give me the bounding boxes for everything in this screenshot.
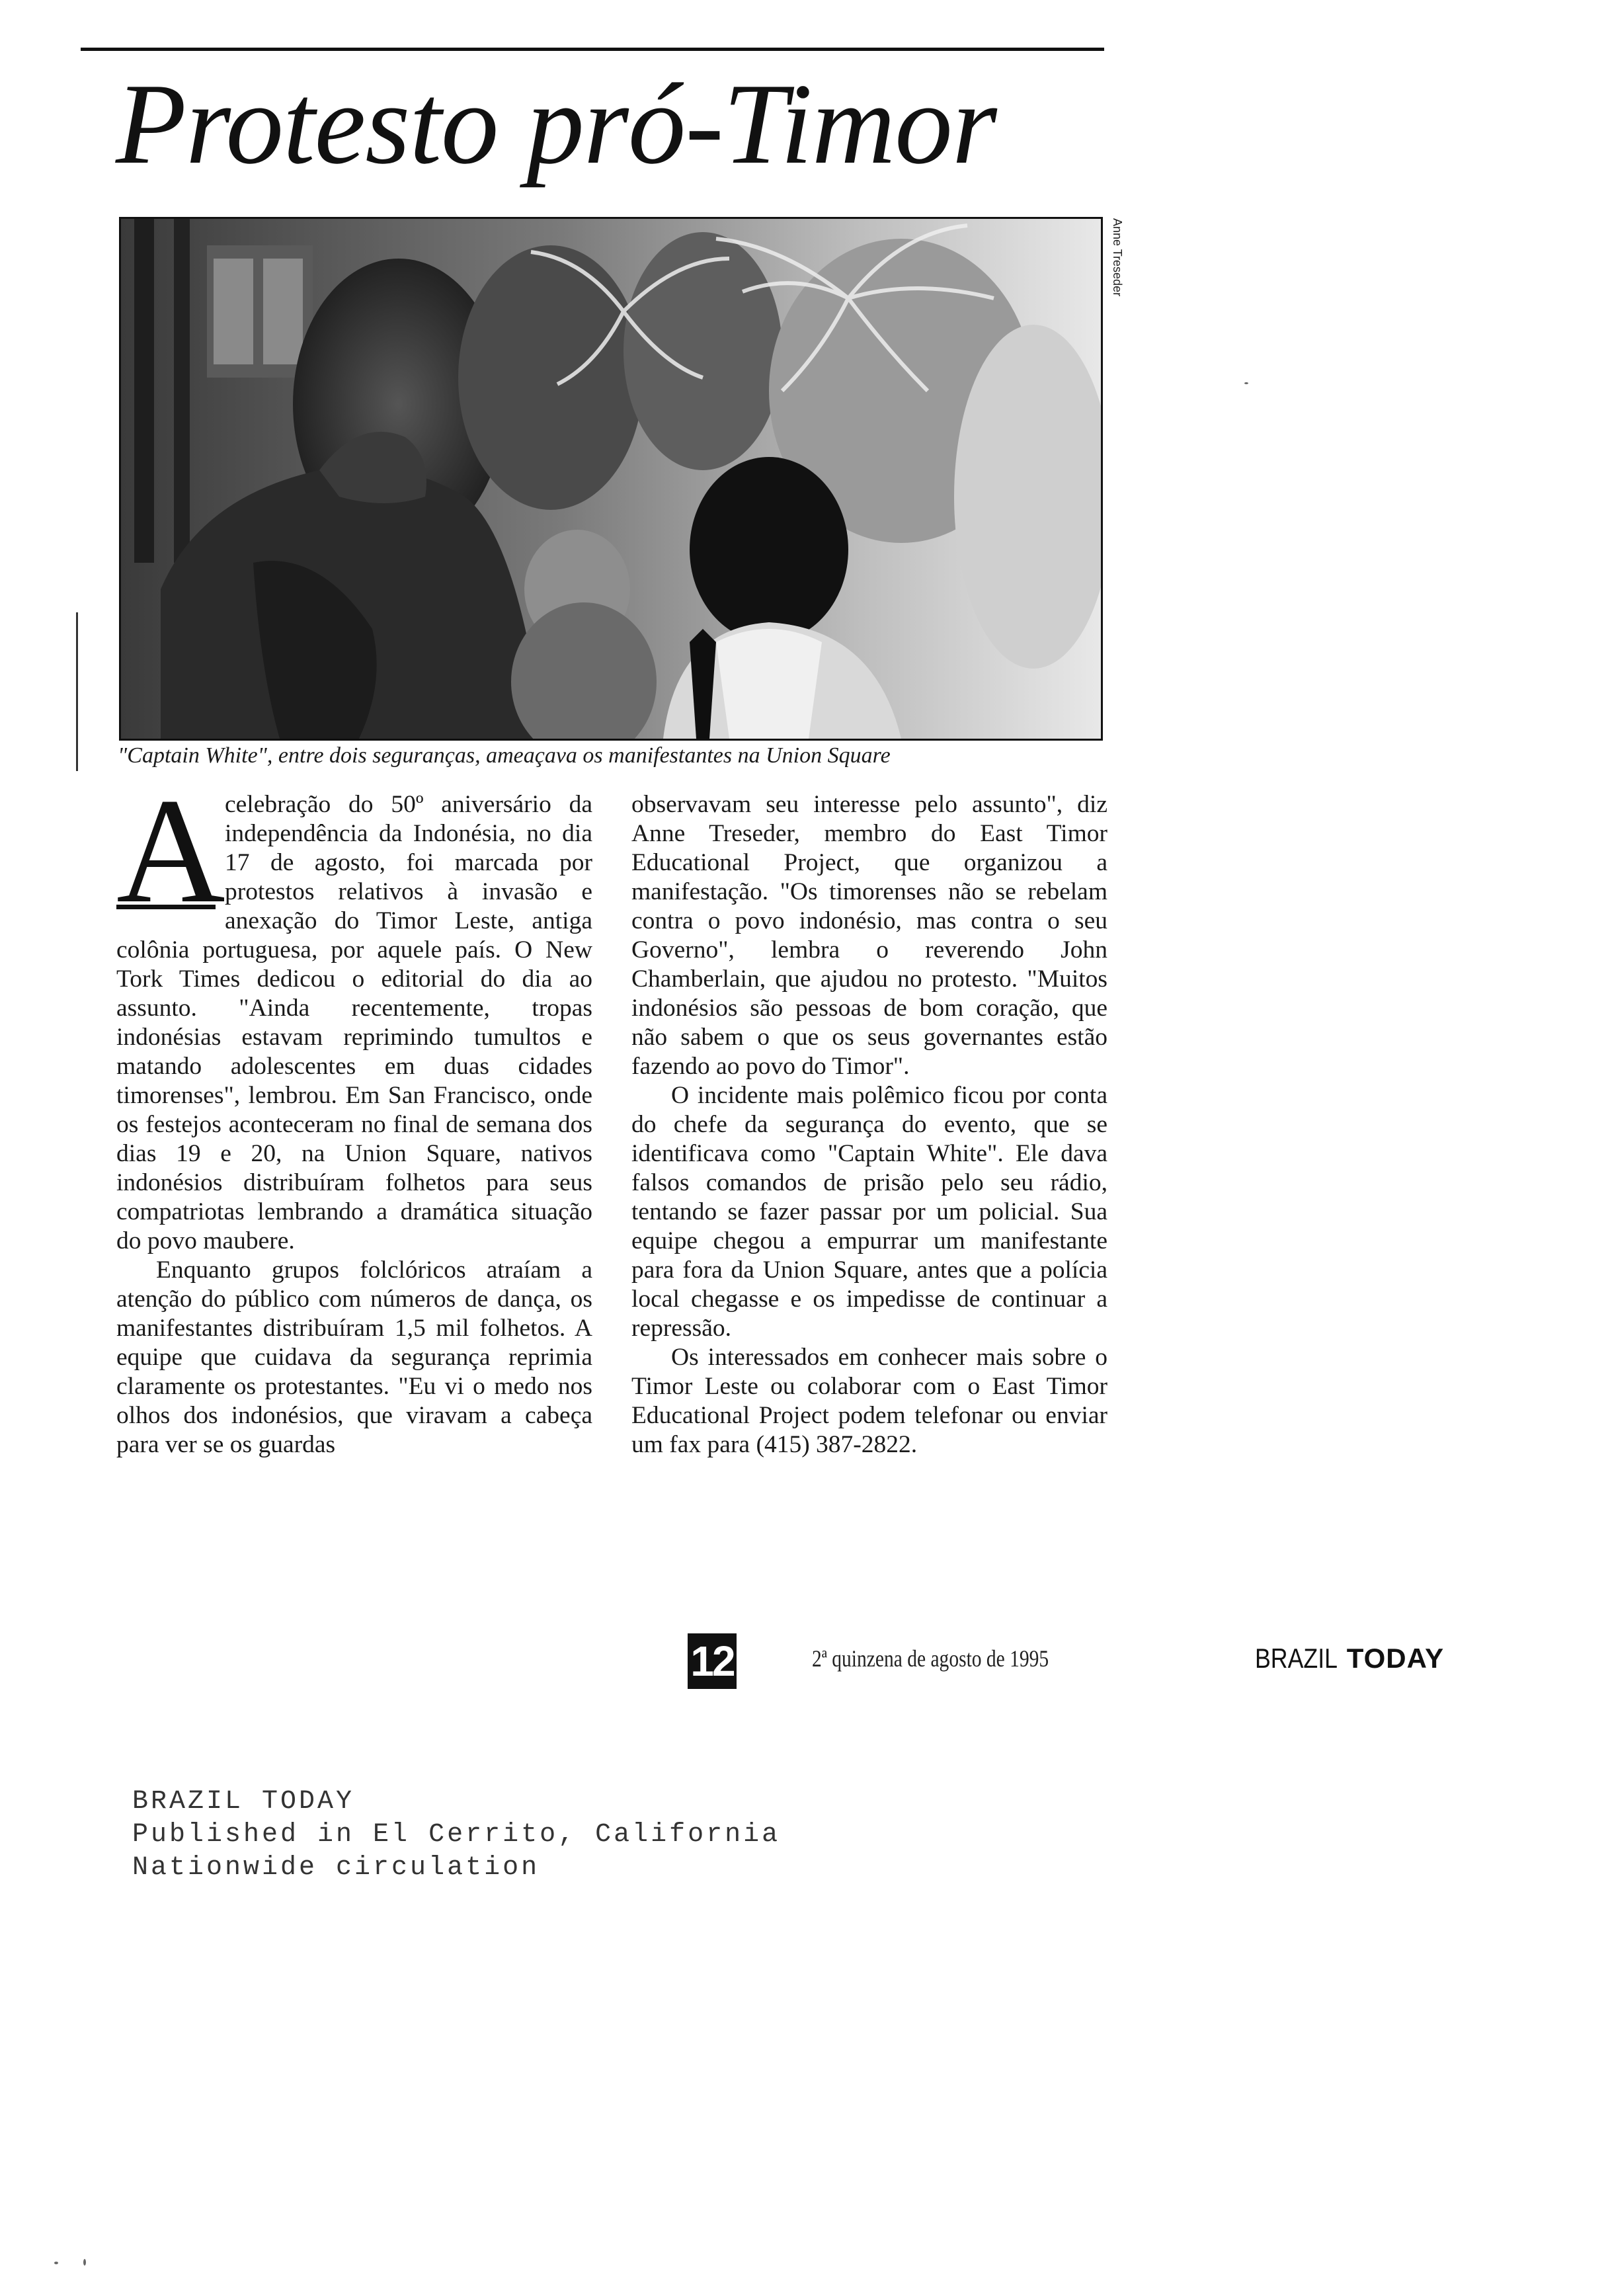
photo-illustration bbox=[121, 219, 1101, 739]
drop-cap: A bbox=[116, 768, 225, 934]
scan-speck bbox=[83, 2259, 86, 2266]
photo-credit: Anne Treseder bbox=[1111, 218, 1124, 297]
paragraph: Enquanto grupos folclóricos atraíam a atenção do público com números de dança, os manifestantes distribuíram 1,5 mil folhetos. A equipe que cuidava da segurança reprimia claramente os protestantes. "Eu vi o medo nos olhos dos indonésios, que viravam a cabeça para ver se os guardas bbox=[116, 1256, 592, 1458]
article-photo bbox=[119, 217, 1103, 741]
publication-name bbox=[1255, 1643, 1444, 1674]
article-column-right bbox=[631, 790, 1107, 1459]
issue-date: 2ª quinzena de agosto de 1995 bbox=[812, 1645, 1049, 1672]
scan-speck bbox=[54, 2262, 58, 2264]
typed-line: Published in El Cerrito, California bbox=[132, 1820, 781, 1850]
typed-line: Nationwide circulation bbox=[132, 1853, 540, 1883]
photo-caption: "Captain White", entre dois seguranças, ameaçava os manifestantes na Union Square bbox=[118, 743, 891, 768]
paragraph: Os interessados em conhecer mais sobre o Timor Leste ou colaborar com o East Timor Educational Project podem telefonar ou enviar um fax para (415) 387-2822. bbox=[631, 1344, 1107, 1458]
paragraph: observavam seu interesse pelo assunto", diz Anne Treseder, membro do East Timor Educational Project, que organizou a manifestação. "Os timorenses não se rebelam contra o povo indonésio, mas contra o seu Governo", lembra o reverendo John Chamberlain, que ajudou no protesto. "Muitos indonésios são pessoas de bom coração, que não sabem o que os seus governantes estão fazendo ao povo do Timor". bbox=[631, 791, 1107, 1080]
scan-speck bbox=[1244, 382, 1248, 384]
article-column-left bbox=[116, 768, 592, 1459]
typed-note bbox=[132, 1785, 780, 1885]
top-rule bbox=[81, 48, 1104, 51]
paragraph: O incidente mais polêmico ficou por conta do chefe da segurança do evento, que se identificava como "Captain White". Ele dava falsos comandos de prisão pelo seu rádio, tentando se fazer passar por um policial. Sua equipe chegou a empurrar um manifestante para fora da Union Square, antes que a polícia local chegasse e os impedisse de continuar a repressão. bbox=[631, 1082, 1107, 1342]
headline: Protesto pró-Timor bbox=[116, 60, 996, 188]
typed-line: BRAZIL TODAY bbox=[132, 1787, 355, 1817]
brand-second-word: TODAY bbox=[1346, 1643, 1445, 1674]
brand-first-word: BRAZIL bbox=[1255, 1643, 1338, 1674]
left-margin-rule bbox=[76, 612, 78, 771]
page-number: 12 bbox=[688, 1633, 737, 1689]
paragraph: celebração do 50º aniversário da independência da Indonésia, no dia 17 de agosto, foi marcada por protestos relativos à invasão e anexação do Timor Leste, antiga colônia portuguesa, por aquele país. O New Tork Times dedicou o editorial do dia ao assunto. "Ainda recentemente, tropas indonésias estavam reprimindo tumultos e matando adolescentes em duas cidades timorenses", lembrou. Em San Francisco, onde os festejos aconteceram no final de semana dos dias 19 e 20, na Union Square, nativos indonésios distribuíram folhetos para seus compatriotas lembrando a dramática situação do povo maubere. bbox=[116, 791, 592, 1254]
